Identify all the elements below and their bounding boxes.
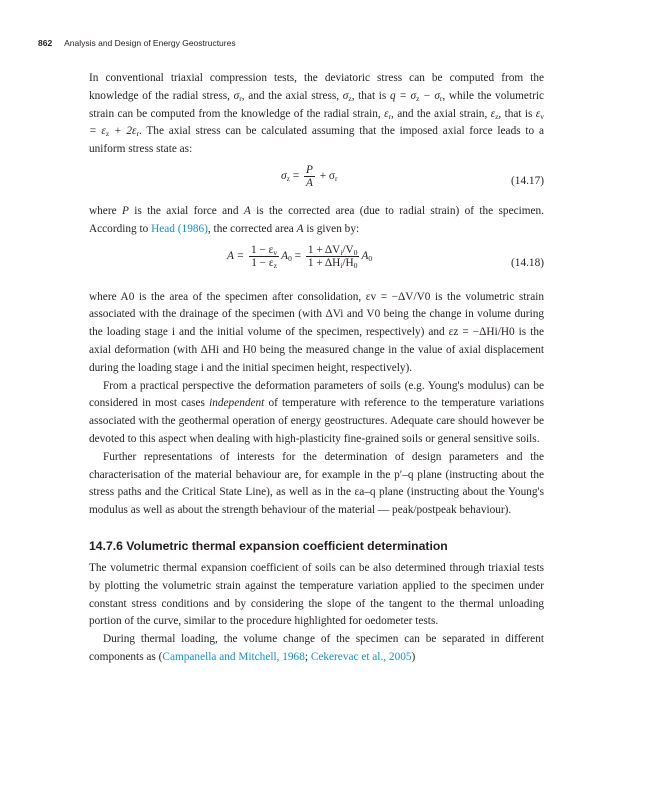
- running-title: Analysis and Design of Energy Geostructures: [64, 38, 236, 48]
- page-body: [89, 70, 544, 667]
- paragraph-2: where P is the axial force and A is the corrected area (due to radial strain) of the specimen. According to Head (1986), the corrected area A is given by:: [89, 204, 545, 235]
- section-heading: 14.7.6 Volumetric thermal expansion coefficient determination: [89, 538, 448, 553]
- paragraph-4: From a practical perspective the deformation parameters of soils (e.g. Young's modulus) can be considered in most cases independent of temperature with reference to the temperature variations associated with the geothermal operation of energy geostructures. Adequate care should however be devoted to this aspect when dealing with high-plasticity fine-grained soils or general sensitive soils.: [89, 379, 544, 445]
- paragraph-5: Further representations of interests for the determination of design parameters and the characterisation of the material behaviour are, for example in the p′–q plane (instructing about the stress paths and the Critical State Line), as well as in the εa–q plane (instructing about the Young's modulus as well as about the strength behaviour of the material — peak/postpeak behaviour).: [89, 450, 544, 517]
- equation-label: (14.17): [511, 174, 544, 187]
- citation-link-campanella[interactable]: Campanella and Mitchell, 1968: [162, 650, 305, 663]
- paragraph-6: The volumetric thermal expansion coefficient of soils can be also determined through triaxial tests by plotting the volumetric strain against the temperature variation applied to the specimen under constant stress conditions and by considering the slope of the tangent to the thermal unloading portion of the curve, similar to the procedure highlighted for oedometer tests.: [89, 561, 544, 628]
- equation-14-18: A = $\frac{1 - \varepsilon_v}{1 - \varepsilon_z}$ $A_0$ = $\frac{1 + \Delta V_i/V_0}{1 + \Delta H_i/H_0}$ $A_0$ (14.18): [227, 243, 544, 270]
- citation-link-head-1986[interactable]: Head (1986): [151, 222, 208, 235]
- equation-label: (14.18): [511, 256, 544, 269]
- equation-14-17: $\sigma_z$ = $\frac{P}{A}$ + $\sigma_r$ (14.17): [281, 163, 544, 189]
- paragraph-1: In conventional triaxial compression tests, the deviatoric stress can be computed from the knowledge of the radial stress, $\sigma_r$, and the axial stress, $\sigma_z$, that is $q = \sigma_z - \sigma_r$, while the volumetric strain can be computed from the knowledge of the radial strain, $\varepsilon_r$, and the axial strain, $\varepsilon_z$, that is $\varepsilon_v = \varepsilon_z + 2\varepsilon_r$. The axial stress can be calculated assuming that the imposed axial force leads to a uniform stress state as:: [89, 72, 544, 156]
- paragraph-3: where A0 is the area of the specimen after consolidation, εv = −ΔV/V0 is the volumetric strain associated with the drainage of the specimen (with ΔVi and V0 being the change in volume during the loading stage i and the initial volume of the specimen, respectively) and εz = −ΔHi/H0 is the axial deformation (with ΔHi and H0 being the measured change in the value of axial displacement during the loading stage i and the initial specimen height, respectively).: [89, 290, 544, 374]
- running-header: [38, 38, 236, 52]
- page-number: 862: [38, 38, 53, 48]
- paragraph-7: During thermal loading, the volume change of the specimen can be separated in different components as (Campanella and Mitchell, 1968; Cekerevac et al., 2005): [89, 633, 544, 663]
- citation-link-cekerevac[interactable]: Cekerevac et al., 2005: [310, 650, 412, 663]
